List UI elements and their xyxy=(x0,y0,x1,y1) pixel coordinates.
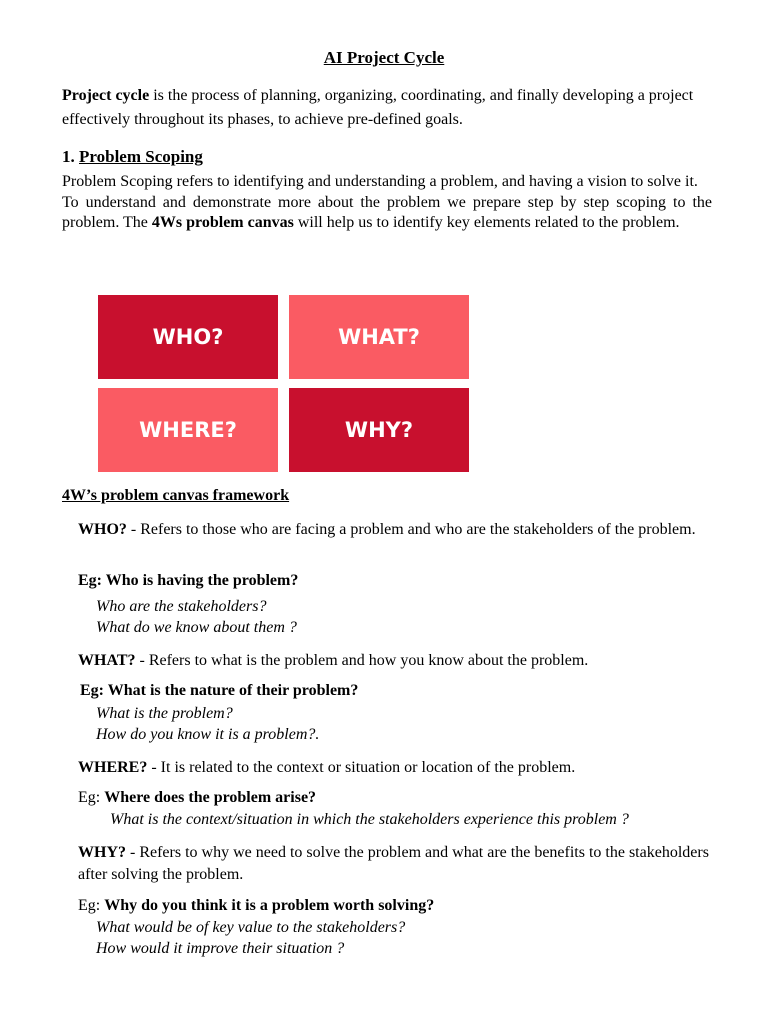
why-description xyxy=(78,842,718,885)
why-example xyxy=(78,897,434,915)
who-example: Eg: Who is having the problem? xyxy=(78,572,299,589)
why-tile: WHY? xyxy=(289,388,469,472)
where-description xyxy=(78,757,718,779)
bullet-text: How do you know it is a problem?. xyxy=(96,726,320,743)
framework-heading: 4W’s problem canvas framework xyxy=(62,487,290,504)
problem-scoping-text xyxy=(62,172,712,234)
who-bullet xyxy=(94,617,297,639)
what-text: - Refers to what is the problem and how you know about the problem. xyxy=(135,652,589,669)
who-text: - Refers to those who are facing a problem and who are the stakeholders of the problem. xyxy=(126,521,696,538)
why-question: Why do you think it is a problem worth solving? xyxy=(104,897,435,914)
bullet-text: Who are the stakeholders? xyxy=(96,598,267,615)
page-title: AI Project Cycle xyxy=(323,48,445,67)
bullet-text: What would be of key value to the stakeholders? xyxy=(96,919,406,936)
what-example: Eg: What is the nature of their problem? xyxy=(80,682,359,699)
why-bullet xyxy=(94,938,344,960)
scoping-para-2 xyxy=(62,193,712,234)
who-label: WHO? xyxy=(78,521,127,538)
what-description xyxy=(78,650,718,672)
bullet-text: What is the problem? xyxy=(96,705,233,722)
what-bullet xyxy=(94,703,233,725)
where-question: Where does the problem arise? xyxy=(104,789,317,806)
where-text: - It is related to the context or situation or location of the problem. xyxy=(147,759,576,776)
scoping-para-1: Problem Scoping refers to identifying and understanding a problem, and having a vision to solve it. xyxy=(62,173,698,190)
who-description xyxy=(78,519,718,541)
where-example xyxy=(78,789,316,807)
section-number: 1. xyxy=(62,147,75,166)
where-bullet xyxy=(98,809,629,831)
why-bullet xyxy=(94,917,405,939)
canvas-term: 4Ws problem canvas xyxy=(151,214,294,231)
bullet-text: How would it improve their situation ? xyxy=(96,940,345,957)
section-title: Problem Scoping xyxy=(79,147,203,166)
intro-term: Project cycle xyxy=(62,87,150,104)
intro-paragraph xyxy=(62,84,710,132)
intro-text: is the process of planning, organizing, coordinating, and finally developing a project effectively throughout its phases, to achieve pre-defined goals. xyxy=(62,87,694,128)
bullet-text: What is the context/situation in which the stakeholders experience this problem ? xyxy=(110,811,629,828)
what-bullet xyxy=(94,724,319,746)
who-bullet xyxy=(94,596,266,618)
four-ws-canvas xyxy=(98,295,471,472)
what-label: WHAT? xyxy=(78,652,136,669)
where-tile: WHERE? xyxy=(98,388,278,472)
why-label: WHY? xyxy=(78,844,126,861)
bullet-text: What do we know about them ? xyxy=(96,619,297,636)
why-text: - Refers to why we need to solve the problem and what are the benefits to the stakeholders after solving the problem. xyxy=(78,844,709,883)
eg-prefix: Eg: xyxy=(78,897,105,914)
section-heading xyxy=(62,147,203,167)
who-tile: WHO? xyxy=(98,295,278,379)
scoping-para-2b: will help us to identify key elements related to the problem. xyxy=(293,214,680,231)
eg-prefix: Eg: xyxy=(78,789,105,806)
where-label: WHERE? xyxy=(78,759,148,776)
what-tile: WHAT? xyxy=(289,295,469,379)
scoping-para-2a: To understand and demonstrate more about the problem we prepare step by step scoping to the problem. The xyxy=(62,193,712,231)
